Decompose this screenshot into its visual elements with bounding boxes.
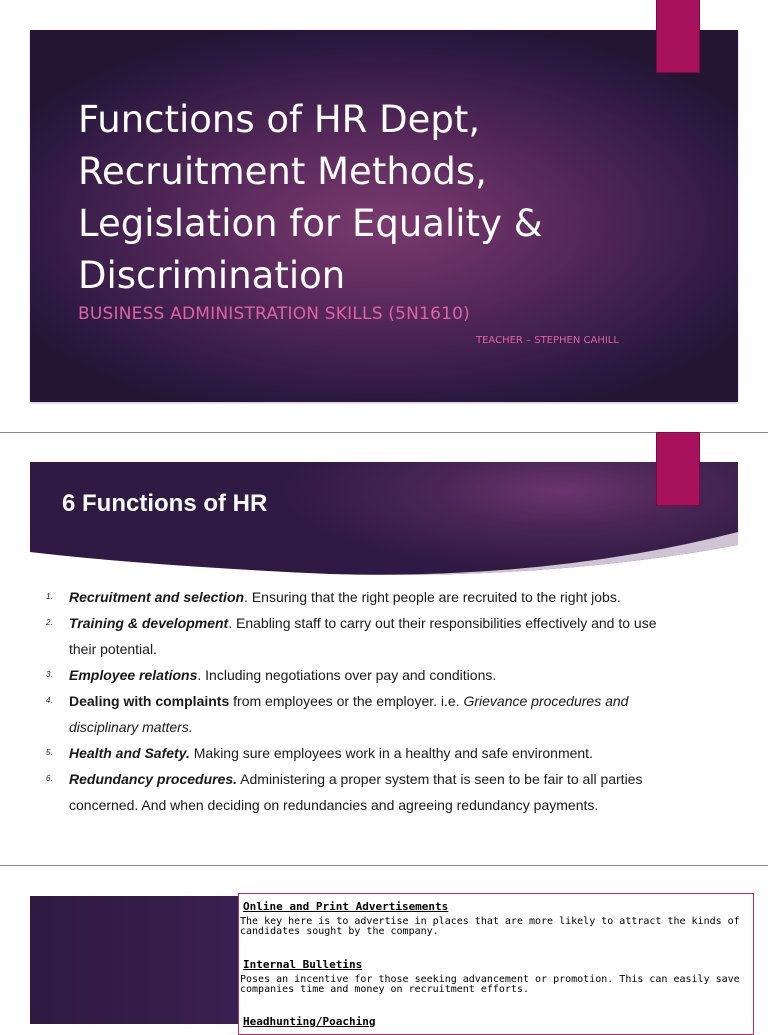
list-item — [46, 584, 686, 610]
section-body-line: The key here is to advertise in places that are more likely to attract the kinds of — [240, 916, 740, 927]
slide-title: 6 Functions of HR — [62, 490, 268, 517]
item-text: . Enabling staff to carry out their responsibilities effectively and to use their potential. — [69, 615, 657, 657]
list-item — [46, 662, 686, 688]
list-number: 1. — [46, 592, 53, 601]
section-heading: Online and Print Advertisements — [243, 900, 449, 913]
page-divider — [0, 432, 768, 433]
section-body-line: Poses an incentive for those seeking advancement or promotion. This can easily save — [240, 974, 740, 985]
list-item — [46, 610, 686, 662]
item-text: . Including negotiations over pay and conditions. — [197, 667, 497, 683]
item-text: . Ensuring that the right people are recruited to the right jobs. — [244, 589, 621, 605]
slide-subtitle: BUSINESS ADMINISTRATION SKILLS (5N1610) — [78, 304, 470, 324]
list-number: 5. — [46, 748, 53, 757]
item-lead: Health and Safety. — [69, 745, 190, 761]
item-italic-text: Grievance procedures and disciplinary matters. — [69, 693, 629, 735]
section-heading: Internal Bulletins — [243, 958, 363, 971]
section-body-line: companies time and money on recruitment efforts. — [240, 984, 529, 995]
title-line: Legislation for Equality & — [78, 202, 543, 245]
item-lead: Dealing with complaints — [69, 693, 230, 709]
title-slide — [30, 30, 738, 402]
hr-functions-list — [46, 584, 686, 818]
item-text: from employees or the employer. i.e. — [229, 693, 464, 709]
list-number: 6. — [46, 774, 53, 783]
accent-tab — [657, 0, 699, 72]
item-lead: Training & development — [69, 615, 229, 631]
list-number: 3. — [46, 670, 53, 679]
list-number: 4. — [46, 696, 53, 705]
title-line: Discrimination — [78, 254, 346, 297]
list-item — [46, 740, 686, 766]
teacher-credit: TEACHER – STEPHEN CAHILL — [476, 335, 619, 346]
item-lead: Redundancy procedures. — [69, 771, 238, 787]
slide-title — [78, 94, 698, 302]
list-item — [46, 766, 686, 818]
item-lead: Recruitment and selection — [69, 589, 245, 605]
item-text: Making sure employees work in a healthy and safe environment. — [189, 745, 593, 761]
section-heading: Headhunting/Poaching — [243, 1015, 376, 1028]
accent-tab — [657, 433, 699, 505]
item-lead: Employee relations — [69, 667, 198, 683]
list-item — [46, 688, 686, 740]
page-divider — [0, 865, 768, 866]
title-line: Functions of HR Dept, — [78, 98, 481, 141]
list-number: 2. — [46, 618, 53, 627]
item-text: Administering a proper system that is seen to be fair to all parties concerned. And when deciding on redundancies and agreeing redundancy payments. — [69, 771, 643, 813]
recruitment-methods-box — [238, 893, 754, 1035]
banner-wave-decoration — [30, 462, 738, 577]
title-line: Recruitment Methods, — [78, 150, 487, 193]
section-body-line: candidates sought by the company. — [240, 926, 439, 937]
